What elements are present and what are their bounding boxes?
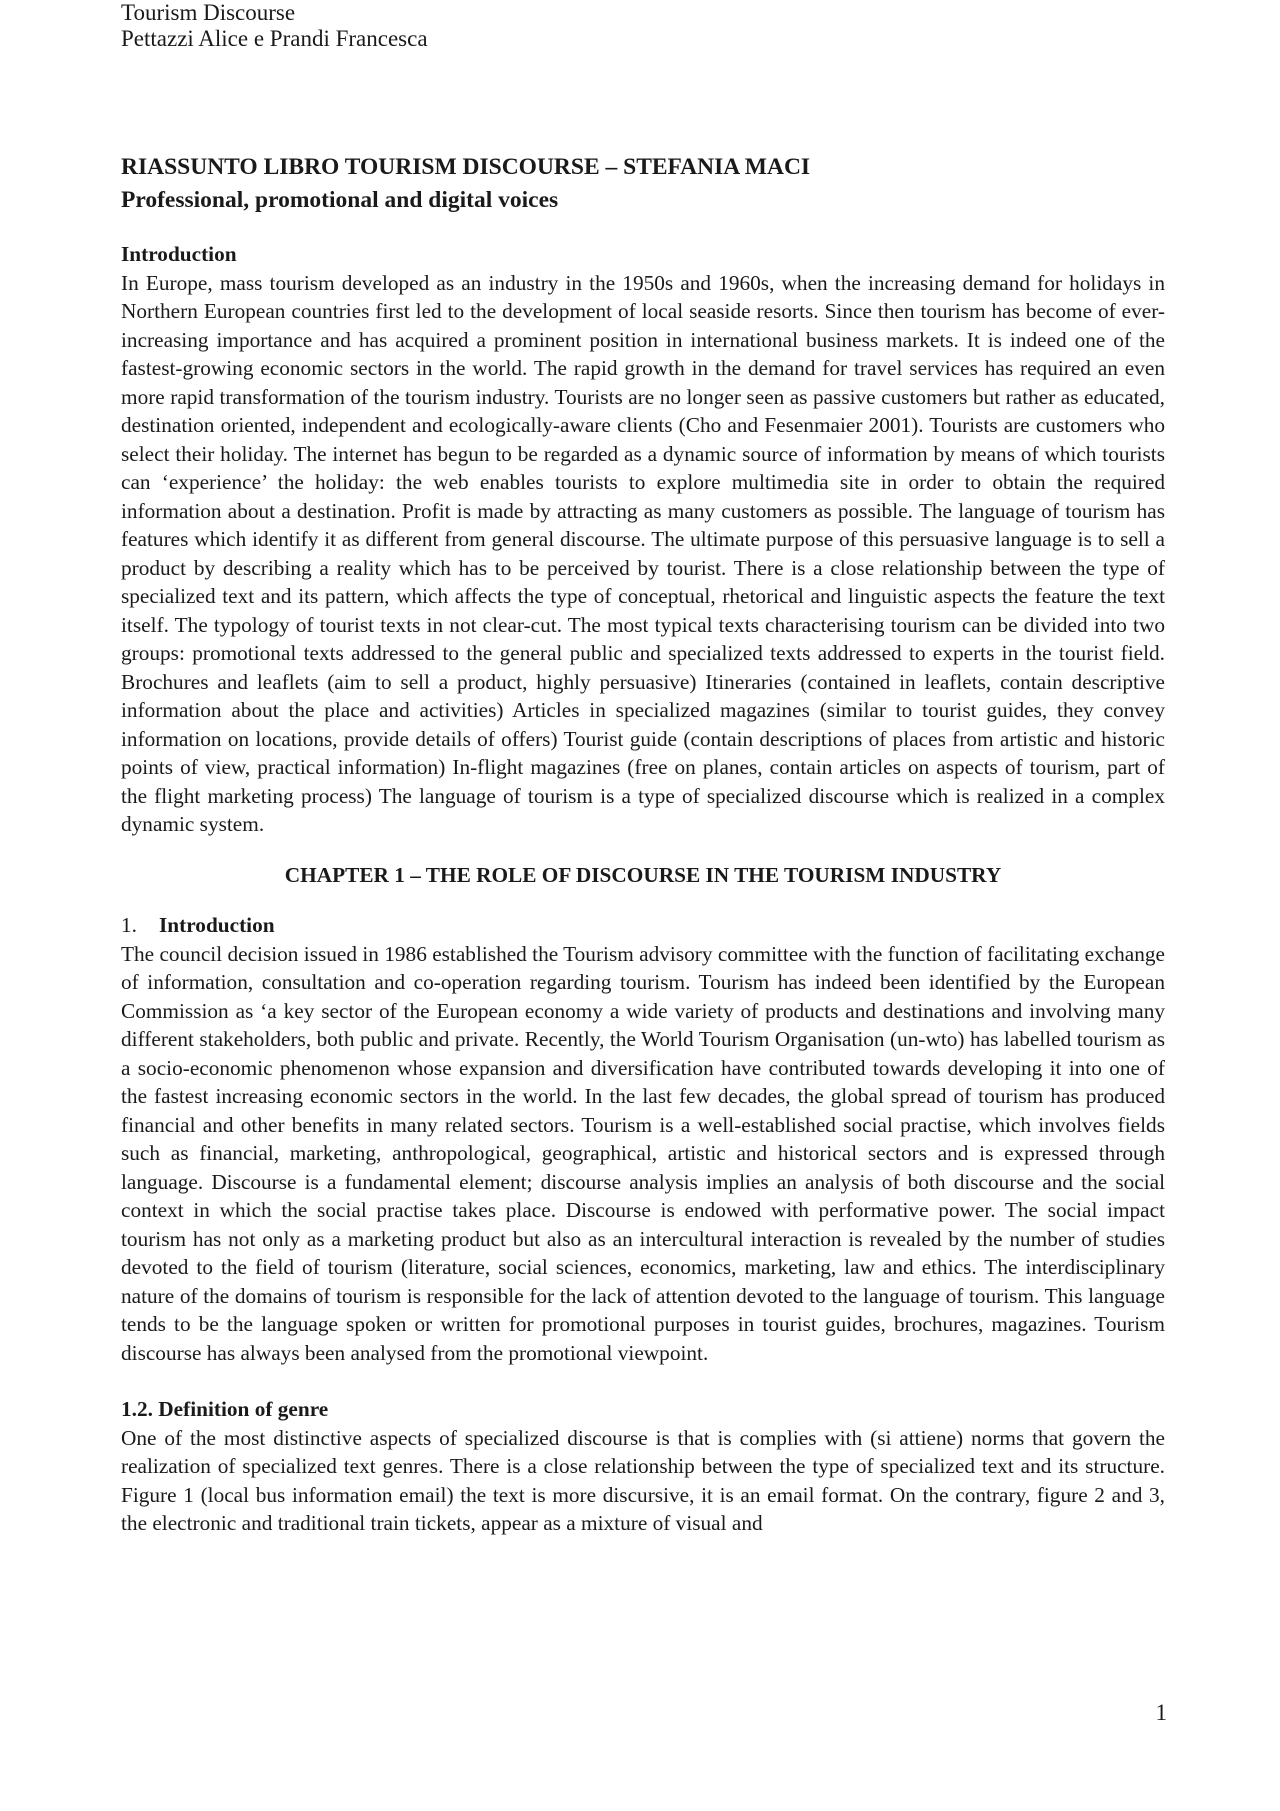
running-header [121, 0, 428, 52]
section-1-number: 1. [121, 913, 137, 937]
document-subtitle: Professional, promotional and digital voices [121, 187, 559, 213]
section-1-paragraph: The council decision issued in 1986 established the Tourism advisory committee with the function of facilitating exchange of information, consultation and co-operation regarding tourism. Tourism has indeed been identified by the European Commission as ‘a key sector of the European economy a wide variety of products and destinations and involving many different stakeholders, both public and private. Recently, the World Tourism Organisation (un-wto) has labelled tourism as a socio-economic phenomenon whose expansion and diversification have contributed towards developing it into one of the fastest increasing economic sectors in the world. In the last few decades, the global spread of tourism has produced financial and other benefits in many related sectors. Tourism is a well-established social practise, which involves fields such as financial, marketing, anthropological, geographical, artistic and historical sectors and is expressed through language. Discourse is a fundamental element; discourse analysis implies an analysis of both discourse and the social context in which the social practise takes place. Discourse is endowed with performative power. The social impact tourism has not only as a marketing product but also as an intercultural interaction is revealed by the number of studies devoted to the field of tourism (literature, social sciences, economics, marketing, law and ethics. The interdisciplinary nature of the domains of tourism is responsible for the lack of attention devoted to the language of tourism. This language tends to be the language spoken or written for promotional purposes in tourist guides, brochures, magazines. Tourism discourse has always been analysed from the promotional viewpoint. [121, 941, 1165, 1365]
page-number: 1 [1155, 1700, 1167, 1725]
spacer [121, 1367, 1165, 1395]
section-1-2-heading: 1.2. Definition of genre [121, 1397, 329, 1421]
header-course-title: Tourism Discourse [121, 0, 296, 25]
section-1-heading [121, 911, 1165, 940]
intro-paragraph: In Europe, mass tourism developed as an industry in the 1950s and 1960s, when the increasing demand for holidays in Northern European countries first led to the development of local seaside resorts. Since then tourism has become of ever-increasing importance and has acquired a prominent position in international business markets. It is indeed one of the fastest-growing economic sectors in the world. The rapid growth in the demand for travel services has required an even more rapid transformation of the tourism industry. Tourists are no longer seen as passive customers but rather as educated, destination oriented, independent and ecologically-aware clients (Cho and Fesenmaier 2001). Tourists are customers who select their holiday. The internet has begun to be regarded as a dynamic source of information by means of which tourists can ‘experience’ the holiday: the web enables tourists to explore multimedia site in order to obtain the required information about a destination. Profit is made by attracting as many customers as possible. The language of tourism has features which identify it as different from general discourse. The ultimate purpose of this persuasive language is to sell a product by describing a reality which has to be perceived by tourist. There is a close relationship between the type of specialized text and its pattern, which affects the type of conceptual, rhetorical and linguistic aspects the feature the text itself. The typology of tourist texts in not clear-cut. The most typical texts characterising tourism can be divided into two groups: promotional texts addressed to the general public and specialized texts addressed to experts in the tourist field. Brochures and leaflets (aim to sell a product, highly persuasive) Itineraries (contained in leaflets, contain descriptive information about the place and activities) Articles in specialized magazines (similar to tourist guides, they convey information on locations, provide details of offers) Tourist guide (contain descriptions of places from artistic and historic points of view, practical information) In-flight magazines (free on planes, contain articles on aspects of tourism, part of the flight marketing process) The language of tourism is a type of specialized discourse which is realized in a complex dynamic system. [121, 270, 1165, 836]
chapter-1-heading: CHAPTER 1 – THE ROLE OF DISCOURSE IN THE TOURISM INDUSTRY [284, 862, 1002, 887]
header-authors: Pettazzi Alice e Prandi Francesca [121, 26, 428, 51]
section-1-2-paragraph: One of the most distinctive aspects of specialized discourse is that is complies with (si attiene) norms that govern the realization of specialized text genres. There is a close relationship between the type of specialized text and its structure. Figure 1 (local bus information email) the text is more discursive, it is an email format. On the contrary, figure 2 and 3, the electronic and traditional train tickets, appear as a mixture of visual and [121, 1425, 1165, 1535]
document-title: RIASSUNTO LIBRO TOURISM DISCOURSE – STEFANIA MACI [121, 154, 811, 180]
section-1-title: Introduction [159, 913, 275, 937]
intro-heading: Introduction [121, 242, 237, 266]
document-body [121, 151, 1165, 1538]
